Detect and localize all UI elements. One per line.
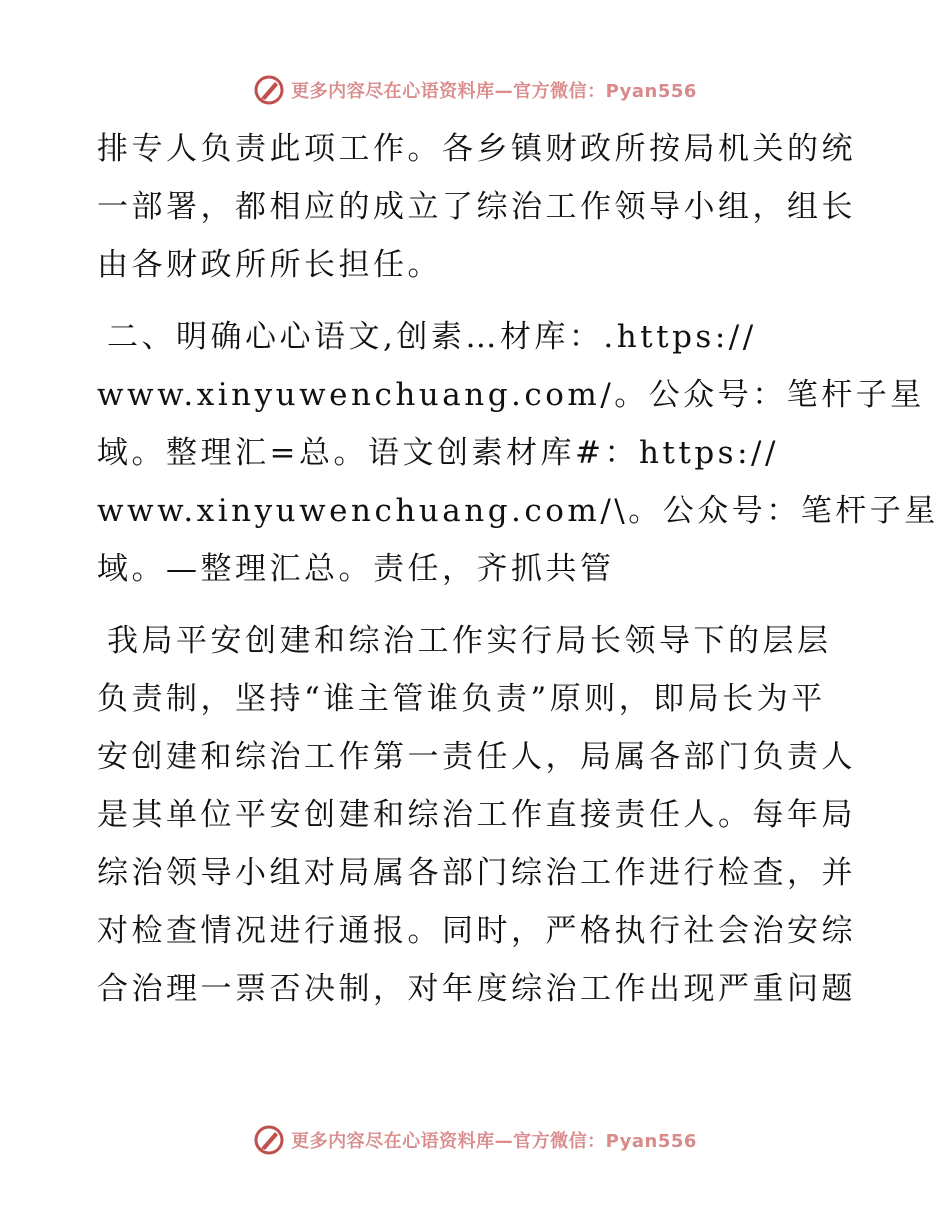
text-line: 二、明确心心语文,创素…材库：.https:// bbox=[107, 319, 757, 355]
text-line: 我局平安创建和综治工作实行局长领导下的层层 bbox=[107, 623, 832, 659]
document-body bbox=[97, 120, 939, 1018]
paragraph-3 bbox=[97, 612, 857, 1018]
text-line: www.xinyuwenchuang.com/。公众号：笔杆子星 bbox=[97, 377, 925, 413]
text-line: 排专人负责此项工作。各乡镇财政所按局机关的统 bbox=[97, 131, 856, 167]
text-line: 合治理一票否决制，对年度综治工作出现严重问题 bbox=[97, 971, 856, 1007]
text-line: 是其单位平安创建和综治工作直接责任人。每年局 bbox=[97, 797, 856, 833]
header-banner-text: 更多内容尽在心语资料库—官方微信：Pyan556 bbox=[291, 81, 697, 102]
pen-logo-icon bbox=[253, 1124, 285, 1156]
text-line: 由各财政所所长担任。 bbox=[97, 247, 442, 283]
text-line: 一部署，都相应的成立了综治工作领导小组，组长 bbox=[97, 189, 856, 225]
paragraph-2 bbox=[97, 308, 939, 598]
text-line: 域。—整理汇总。责任，齐抓共管 bbox=[97, 551, 615, 587]
text-line: 综治领导小组对局属各部门综治工作进行检查，并 bbox=[97, 855, 856, 891]
paragraph-1 bbox=[97, 120, 857, 294]
footer-banner-text: 更多内容尽在心语资料库—官方微信：Pyan556 bbox=[291, 1131, 697, 1152]
text-line: 对检查情况进行通报。同时，严格执行社会治安综 bbox=[97, 913, 856, 949]
header-watermark-banner bbox=[0, 70, 950, 110]
text-line: 域。整理汇=总。语文创素材库#：https:// bbox=[97, 435, 779, 471]
text-line: www.xinyuwenchuang.com/\。公众号：笔杆子星 bbox=[97, 493, 939, 529]
text-line: 安创建和综治工作第一责任人，局属各部门负责人 bbox=[97, 739, 856, 775]
footer-watermark-banner bbox=[0, 1120, 950, 1160]
pen-logo-icon bbox=[253, 74, 285, 106]
text-line: 负责制，坚持“谁主管谁负责”原则，即局长为平 bbox=[97, 681, 826, 717]
